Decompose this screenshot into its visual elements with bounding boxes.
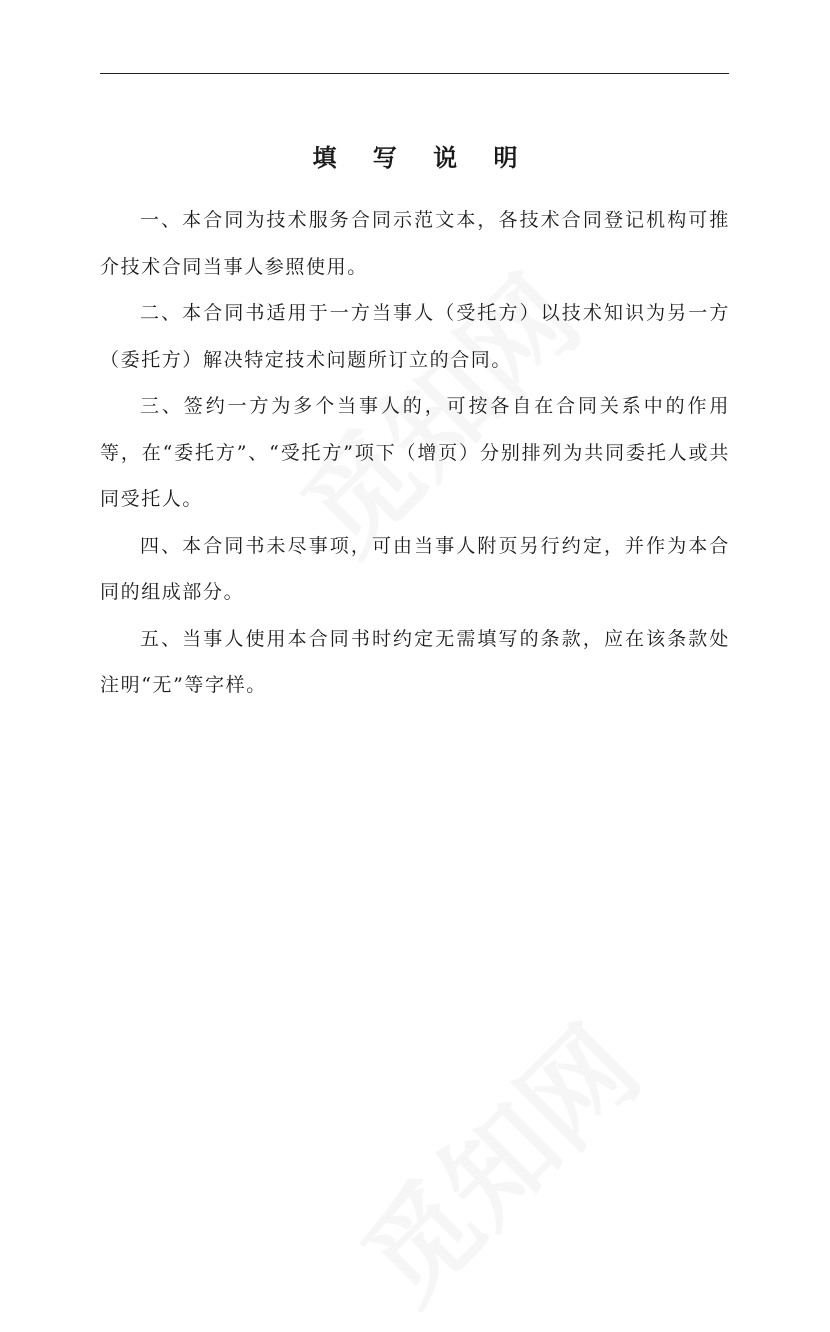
instruction-paragraph: 三、签约一方为多个当事人的，可按各自在合同关系中的作用等，在“委托方”、“受托方”项下（增页）分别排列为共同委托人或共同受托人。 [100,395,730,510]
instruction-paragraph: 五、当事人使用本合同书时约定无需填写的条款，应在该条款处注明“无”等字样。 [100,627,730,696]
header-rule [100,73,729,74]
instruction-paragraph: 四、本合同书未尽事项，可由当事人附页另行约定，并作为本合同的组成部分。 [100,534,730,603]
instructions-body [100,197,730,709]
instruction-paragraph: 二、本合同书适用于一方当事人（受托方）以技术知识为另一方（委托方）解决特定技术问题所订立的合同。 [100,302,730,371]
watermark [322,986,667,1331]
instruction-paragraph: 一、本合同为技术服务合同示范文本，各技术合同登记机构可推介技术合同当事人参照使用。 [100,209,730,278]
page-title: 填 写 说 明 [312,144,532,172]
